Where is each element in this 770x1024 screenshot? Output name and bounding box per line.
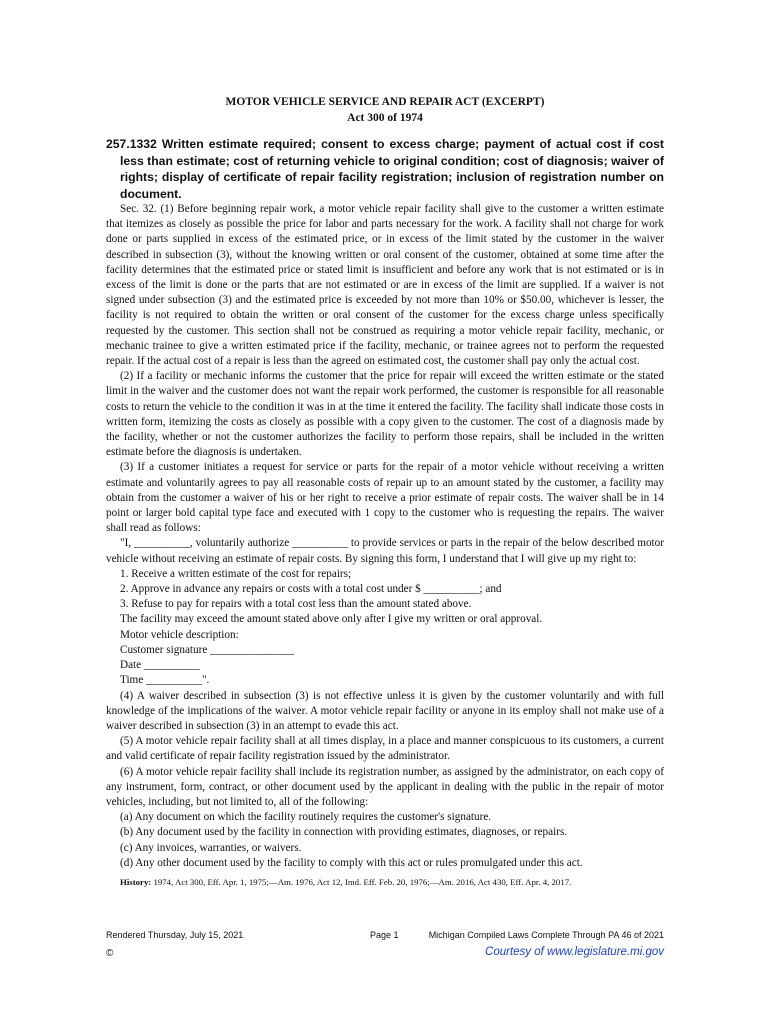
history-note <box>106 876 664 888</box>
paragraph-6: (6) A motor vehicle repair facility shall include its registration number, as assigned by the administrator, on each copy of any instrument, form, contract, or other document used by the applicant in dealing with the public in the repair of motor vehicles, including, but not limited to, all of the following: <box>106 765 664 808</box>
list-item: (b) Any document used by the facility in connection with providing estimates, diagnoses, or repairs. <box>120 826 568 839</box>
act-title-line1: MOTOR VEHICLE SERVICE AND REPAIR ACT (EXCERPT) <box>225 96 545 108</box>
waiver-line: Motor vehicle description: <box>120 628 239 641</box>
paragraph-5: (5) A motor vehicle repair facility shall at all times display, in a place and manner conspicuous to its customers, a current and valid certificate of repair facility registration issued by the administrator. <box>106 735 664 763</box>
page-footer <box>106 930 664 964</box>
page-number: Page 1 <box>370 930 399 940</box>
compiled-through: Michigan Compiled Laws Complete Through PA 46 of 2021 <box>428 930 664 940</box>
waiver-line: Customer signature _______________ <box>120 643 295 656</box>
waiver-intro: "I, __________, voluntarily authorize __________ to provide services or parts in the repair of the below described motor vehicle without receiving an estimate of repair costs. By signing this form, I understand that I will give up my right to: <box>106 537 664 565</box>
paragraph-1: Sec. 32. (1) Before beginning repair work, a motor vehicle repair facility shall give to the customer a written estimate that itemizes as closely as possible the price for labor and parts necessary for the work. A facility shall not charge for work done or parts supplied in excess of the estimated price, or in excess of the limit stated by the customer in the waiver described in subsection (3), without the knowing written or oral consent of the customer, obtained at some time after the facility determines that the estimated price or stated limit is insufficient and before any work that is not estimated or is in excess of the limit is done or the parts that are not estimated or are in excess of the limit are supplied. If a waiver is not signed under subsection (3) and the estimated price is exceeded by not more than 10% or $50.00, whichever is lesser, the facility is not required to obtain the written or oral consent of the customer for the excess charge unless specifically requested by the customer. This section shall not be construed as requiring a motor vehicle repair facility, mechanic, or mechanic trainee to give a written estimated price if the facility, mechanic, or trainee agrees not to perform the requested repair. If the actual cost of a repair is less than the agreed on estimated cost, the customer shall pay only the actual cost. <box>106 203 664 368</box>
courtesy-link[interactable]: Courtesy of www.legislature.mi.gov <box>485 946 664 958</box>
rendered-date: Rendered Thursday, July 15, 2021 <box>106 930 244 940</box>
waiver-line: Time __________". <box>120 674 210 687</box>
section-body <box>106 202 664 871</box>
document-page <box>106 94 664 888</box>
act-title <box>106 94 664 126</box>
list-item: (a) Any document on which the facility routinely requires the customer's signature. <box>120 811 492 824</box>
section-heading: 257.1332 Written estimate required; consent to excess charge; payment of actual cost if cost less than estimate; cost of returning vehicle to original condition; cost of diagnosis; waiver of rights; display of certificate of repair facility registration; inclusion of registration number on document. <box>106 137 664 201</box>
waiver-line: 1. Receive a written estimate of the cost for repairs; <box>120 567 352 580</box>
waiver-line: The facility may exceed the amount stated above only after I give my written or oral approval. <box>120 613 543 626</box>
waiver-line: 2. Approve in advance any repairs or costs with a total cost under $ __________; and <box>120 583 502 596</box>
history-label: History: <box>120 876 152 887</box>
waiver-line: 3. Refuse to pay for repairs with a total cost less than the amount stated above. <box>120 598 472 611</box>
history-text: 1974, Act 300, Eff. Apr. 1, 1975;—Am. 1976, Act 12, Imd. Eff. Feb. 20, 1976;—Am. 2016, Act 430, Eff. Apr. 4, 2017. <box>151 876 572 887</box>
act-title-line2: Act 300 of 1974 <box>347 112 423 124</box>
paragraph-2: (2) If a facility or mechanic informs the customer that the price for repair will exceed the written estimate or the stated limit in the waiver and the customer does not want the repair work performed, the customer is responsible for all reasonable costs to return the vehicle to the condition it was in at the time it entered the facility. The facility shall indicate those costs in written form, itemizing the costs as closely as possible with a copy given to the customer. The cost of a diagnosis made by the facility, whether or not the customer authorizes the facility to perform those repairs, shall be included in the written estimate before the diagnosis is undertaken. <box>106 370 664 459</box>
list-item: (d) Any other document used by the facility to comply with this act or rules promulgated under this act. <box>120 856 583 869</box>
waiver-line: Date __________ <box>120 659 200 672</box>
paragraph-3: (3) If a customer initiates a request for service or parts for the repair of a motor vehicle without receiving a written estimate and voluntarily agrees to pay all reasonable costs of repair up to an amount stated by the customer, a facility may obtain from the customer a waiver of his or her right to receive a prior estimate of repair costs. The waiver shall be in 14 point or larger bold capital type face and executed with 1 copy to the customer who is requesting the repairs. The waiver shall read as follows: <box>106 461 664 535</box>
copyright-symbol: © <box>106 948 114 959</box>
list-item: (c) Any invoices, warranties, or waivers. <box>120 841 302 854</box>
paragraph-4: (4) A waiver described in subsection (3) is not effective unless it is given by the customer voluntarily and with full knowledge of the implications of the waiver. A motor vehicle repair facility or anyone in its employ shall not make use of a waiver described in subsection (3) in an attempt to evade this act. <box>106 689 664 732</box>
